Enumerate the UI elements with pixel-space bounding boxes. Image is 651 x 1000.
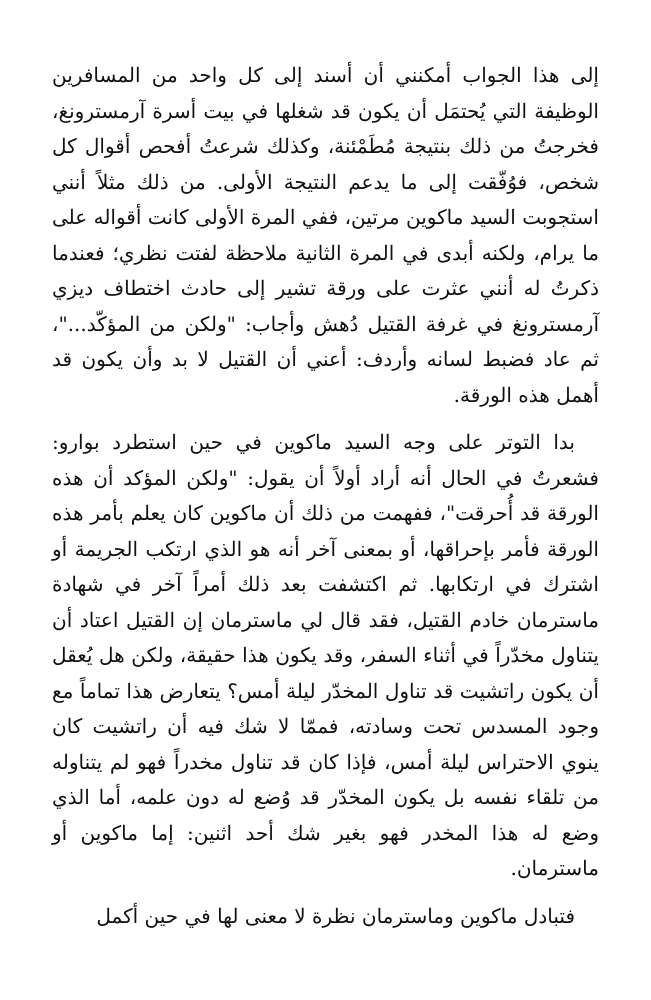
book-page <box>52 58 599 946</box>
paragraph-1: إلى هذا الجواب أمكنني أن أسند إلى كل واحد من المسافرين الوظيفة التي يُحتمَل أن يكون قد شغلها في بيت أسرة آرمسترونغ، فخرجتُ من ذلك بنتيجة مُطَمْئنة، وكذلك شرعتُ أفحص أقوال كل شخص، فوُفّقت إلى ما يدعم النتيجة الأولى. من ذلك مثلاً أنني استجوبت السيد ماكوين مرتين، ففي المرة الأولى كانت أقواله على ما يرام، ولكنه أبدى في المرة الثانية ملاحظة لفتت نظري؛ فعندما ذكرتُ له أنني عثرت على ورقة تشير إلى حادث اختطاف ديزي آرمسترونغ في غرفة القتيل دُهش وأجاب: "ولكن من المؤكّد..."، ثم عاد فضبط لسانه وأردف: أعني أن القتيل لا بد وأن يكون قد أهمل هذه الورقة. <box>52 63 600 407</box>
paragraph-2: بدا التوتر على وجه السيد ماكوين في حين استطرد بوارو: فشعرتُ في الحال أنه أراد أولاً أن يقول: "ولكن المؤكد أن هذه الورقة قد أُحرقت"، ففهمت من ذلك أن ماكوين كان يعلم بأمر هذه الورقة فأمر بإحراقها، أو بمعنى آخر أنه هو الذي ارتكب الجريمة أو اشترك في ارتكابها. ثم اكتشفت بعد ذلك أمراً آخر في شهادة ماسترمان خادم القتيل، فقد قال لي ماسترمان إن القتيل اعتاد أن يتناول مخدّراً في أثناء السفر، وقد يكون هذا حقيقة، ولكن هل يُعقل أن يكون راتشيت قد تناول المخدّر ليلة أمس؟ يتعارض هذا تماماً مع وجود المسدس تحت وسادته، فممّا لا شك فيه أن راتشيت كان ينوي الاحتراس ليلة أمس، فإذا كان قد تناول مخدراً فهو لم يتناوله من تلقاء نفسه بل يكون المخدّر قد وُضع له دون علمه، أما الذي وضع له هذا المخدر فهو بغير شك أحد اثنين: إما ماكوين أو ماسترمان. <box>52 430 600 880</box>
paragraph-3: فتبادل ماكوين وماسترمان نظرة لا معنى لها في حين أكمل <box>96 903 575 928</box>
